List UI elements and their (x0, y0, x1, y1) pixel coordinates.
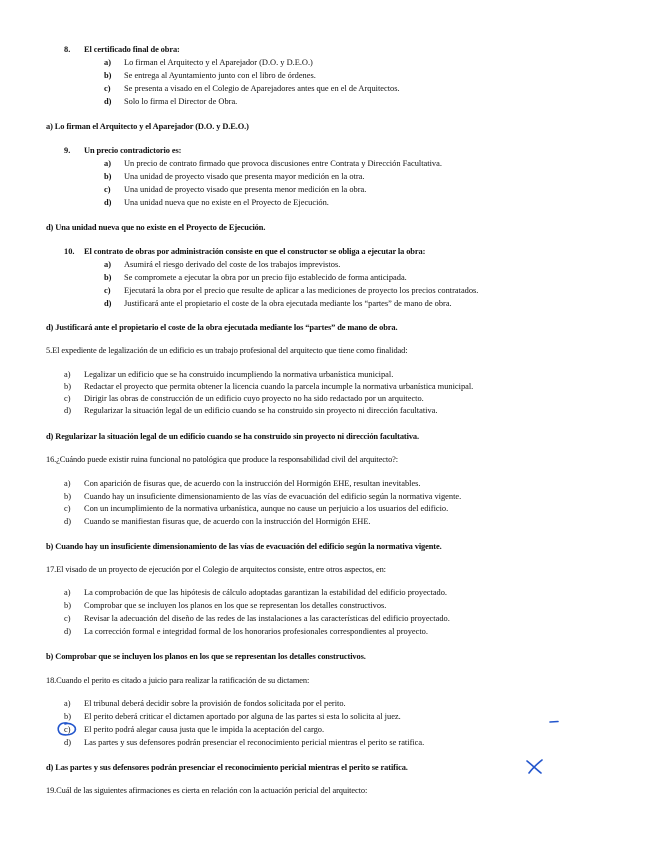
q18-option-c-letter: c) (64, 725, 71, 734)
q17-option-b: Comprobar que se incluyen los planos en los que se representan los detalles constructivos. (84, 601, 387, 610)
q9-option-b-letter: b) (104, 172, 112, 181)
q8-option-a-letter: a) (104, 58, 111, 67)
dash-annotation-mark (548, 718, 560, 726)
q18-option-b-letter: b) (64, 712, 71, 721)
q16-option-d: Cuando se manifiestan fisuras que, de acuerdo con la instrucción del Hormigón EHE. (84, 517, 371, 526)
q18-option-a-letter: a) (64, 699, 71, 708)
q5-option-a: Legalizar un edificio que se ha construido incumpliendo la normativa urbanística municipal. (84, 370, 394, 379)
q18-option-b: El perito deberá criticar el dictamen aportado por alguna de las partes si esta lo solicita al juez. (84, 712, 401, 721)
q10-option-d: Justificará ante el propietario el coste de la obra ejecutada mediante los “partes” de mano de obra. (124, 299, 452, 308)
question-9-number: 9. (64, 146, 71, 155)
q16-option-b: Cuando hay un insuficiente dimensionamiento de las vías de evacuación del edificio según la normativa vigente. (84, 492, 462, 501)
q17-option-c: Revisar la adecuación del diseño de las redes de las instalaciones a las características del edificio proyectado. (84, 614, 450, 623)
q10-option-c: Ejecutará la obra por el precio que resulte de aplicar a las mediciones de proyecto los precios contratados. (124, 286, 479, 295)
q16-option-a: Con aparición de fisuras que, de acuerdo con la instrucción del Hormigón EHE, resultan inevitables. (84, 479, 421, 488)
q8-option-c-letter: c) (104, 84, 111, 93)
q5-option-a-letter: a) (64, 370, 71, 379)
q9-option-d: Una unidad nueva que no existe en el Proyecto de Ejecución. (124, 198, 329, 207)
q17-option-d: La corrección formal e integridad formal de los honorarios profesionales correspondientes al proyecto. (84, 627, 428, 636)
question-5-text: 5.El expediente de legalización de un edificio es un trabajo profesional del arquitecto que tiene como finalidad: (46, 346, 408, 355)
q10-option-b-letter: b) (104, 273, 112, 282)
q9-option-c-letter: c) (104, 185, 111, 194)
q8-option-c: Se presenta a visado en el Colegio de Aparejadores antes que en el de Arquitectos. (124, 84, 400, 93)
question-17-text: 17.El visado de un proyecto de ejecución por el Colegio de arquitectos consiste, entre otros aspectos, en: (46, 565, 386, 574)
q10-option-a: Asumirá el riesgo derivado del coste de los trabajos imprevistos. (124, 260, 341, 269)
q5-answer: d) Regularizar la situación legal de un edificio cuando se ha construido sin proyecto ni dirección facultativa. (46, 432, 419, 441)
q8-option-d-letter: d) (104, 97, 112, 106)
q5-option-b-letter: b) (64, 382, 71, 391)
q17-option-d-letter: d) (64, 627, 71, 636)
circle-annotation-mark (54, 720, 80, 738)
q9-option-c: Una unidad de proyecto visado que presenta menor medición en la obra. (124, 185, 367, 194)
q17-answer: b) Comprobar que se incluyen los planos en los que se representan los detalles constructivos. (46, 652, 366, 661)
q5-option-c: Dirigir las obras de construcción de un edificio cuyo proyecto no ha sido redactado por un arquitecto. (84, 394, 424, 403)
q8-option-d: Solo lo firma el Director de Obra. (124, 97, 238, 106)
question-10-number: 10. (64, 247, 75, 256)
q17-option-c-letter: c) (64, 614, 71, 623)
q16-option-d-letter: d) (64, 517, 71, 526)
question-8-number: 8. (64, 45, 71, 54)
q5-option-c-letter: c) (64, 394, 71, 403)
q18-option-d-letter: d) (64, 738, 71, 747)
q8-option-b-letter: b) (104, 71, 112, 80)
question-19-text: 19.Cuál de las siguientes afirmaciones es cierta en relación con la actuación pericial del arquitecto: (46, 786, 368, 795)
q17-option-b-letter: b) (64, 601, 71, 610)
question-16-text: 16.¿Cuándo puede existir ruina funcional no patológica que produce la responsabilidad civil del arquitecto?: (46, 455, 399, 464)
q8-option-b: Se entrega al Ayuntamiento junto con el libro de órdenes. (124, 71, 316, 80)
question-8-text: El certificado final de obra: (84, 45, 180, 54)
q18-option-a: El tribunal deberá decidir sobre la provisión de fondos solicitada por el perito. (84, 699, 346, 708)
q18-answer: d) Las partes y sus defensores podrán presenciar el reconocimiento pericial mientras el perito se ratifica. (46, 763, 408, 772)
q10-option-b: Se compromete a ejecutar la obra por un precio fijo establecido de forma anticipada. (124, 273, 407, 282)
q17-option-a: La comprobación de que las hipótesis de cálculo adoptadas garantizan la estabilidad del edificio proyectado. (84, 588, 448, 597)
q9-option-a: Un precio de contrato firmado que provoca discusiones entre Contrata y Dirección Facultativa. (124, 159, 442, 168)
question-9-text: Un precio contradictorio es: (84, 146, 182, 155)
q5-option-d-letter: d) (64, 406, 71, 415)
q16-option-c-letter: c) (64, 504, 71, 513)
q17-option-a-letter: a) (64, 588, 71, 597)
q10-option-d-letter: d) (104, 299, 112, 308)
q10-option-c-letter: c) (104, 286, 111, 295)
q16-option-a-letter: a) (64, 479, 71, 488)
q8-answer: a) Lo firman el Arquitecto y el Aparejador (D.O. y D.E.O.) (46, 122, 249, 131)
q5-option-b: Redactar el proyecto que permita obtener la licencia cuando la parcela incumple la normativa urbanística municipal. (84, 382, 474, 391)
q10-answer: d) Justificará ante el propietario el coste de la obra ejecutada mediante los “partes” de mano de obra. (46, 323, 398, 332)
q10-option-a-letter: a) (104, 260, 111, 269)
q16-option-c: Con un incumplimiento de la normativa urbanística, aunque no cause un perjuicio a los usuarios del edificio. (84, 504, 449, 513)
q9-option-b: Una unidad de proyecto visado que presenta mayor medición en la otra. (124, 172, 365, 181)
q5-option-d: Regularizar la situación legal de un edificio cuando se ha construido sin proyecto ni dirección facultativa. (84, 406, 438, 415)
q9-answer: d) Una unidad nueva que no existe en el Proyecto de Ejecución. (46, 223, 266, 232)
question-18-text: 18.Cuando el perito es citado a juicio para realizar la ratificación de su dictamen: (46, 676, 310, 685)
q9-option-a-letter: a) (104, 159, 111, 168)
q16-option-b-letter: b) (64, 492, 71, 501)
question-10-text: El contrato de obras por administración consiste en que el constructor se obliga a ejecutar la obra: (84, 247, 426, 256)
q16-answer: b) Cuando hay un insuficiente dimensionamiento de las vías de evacuación del edificio según la normativa vigente. (46, 542, 442, 551)
cross-annotation-mark (524, 758, 546, 776)
q18-option-c: El perito podrá alegar causa justa que le impida la aceptación del cargo. (84, 725, 325, 734)
q18-option-d: Las partes y sus defensores podrán presenciar el reconocimiento pericial mientras el perito se ratifica. (84, 738, 425, 747)
q9-option-d-letter: d) (104, 198, 112, 207)
q8-option-a: Lo firman el Arquitecto y el Aparejador (D.O. y D.E.O.) (124, 58, 313, 67)
